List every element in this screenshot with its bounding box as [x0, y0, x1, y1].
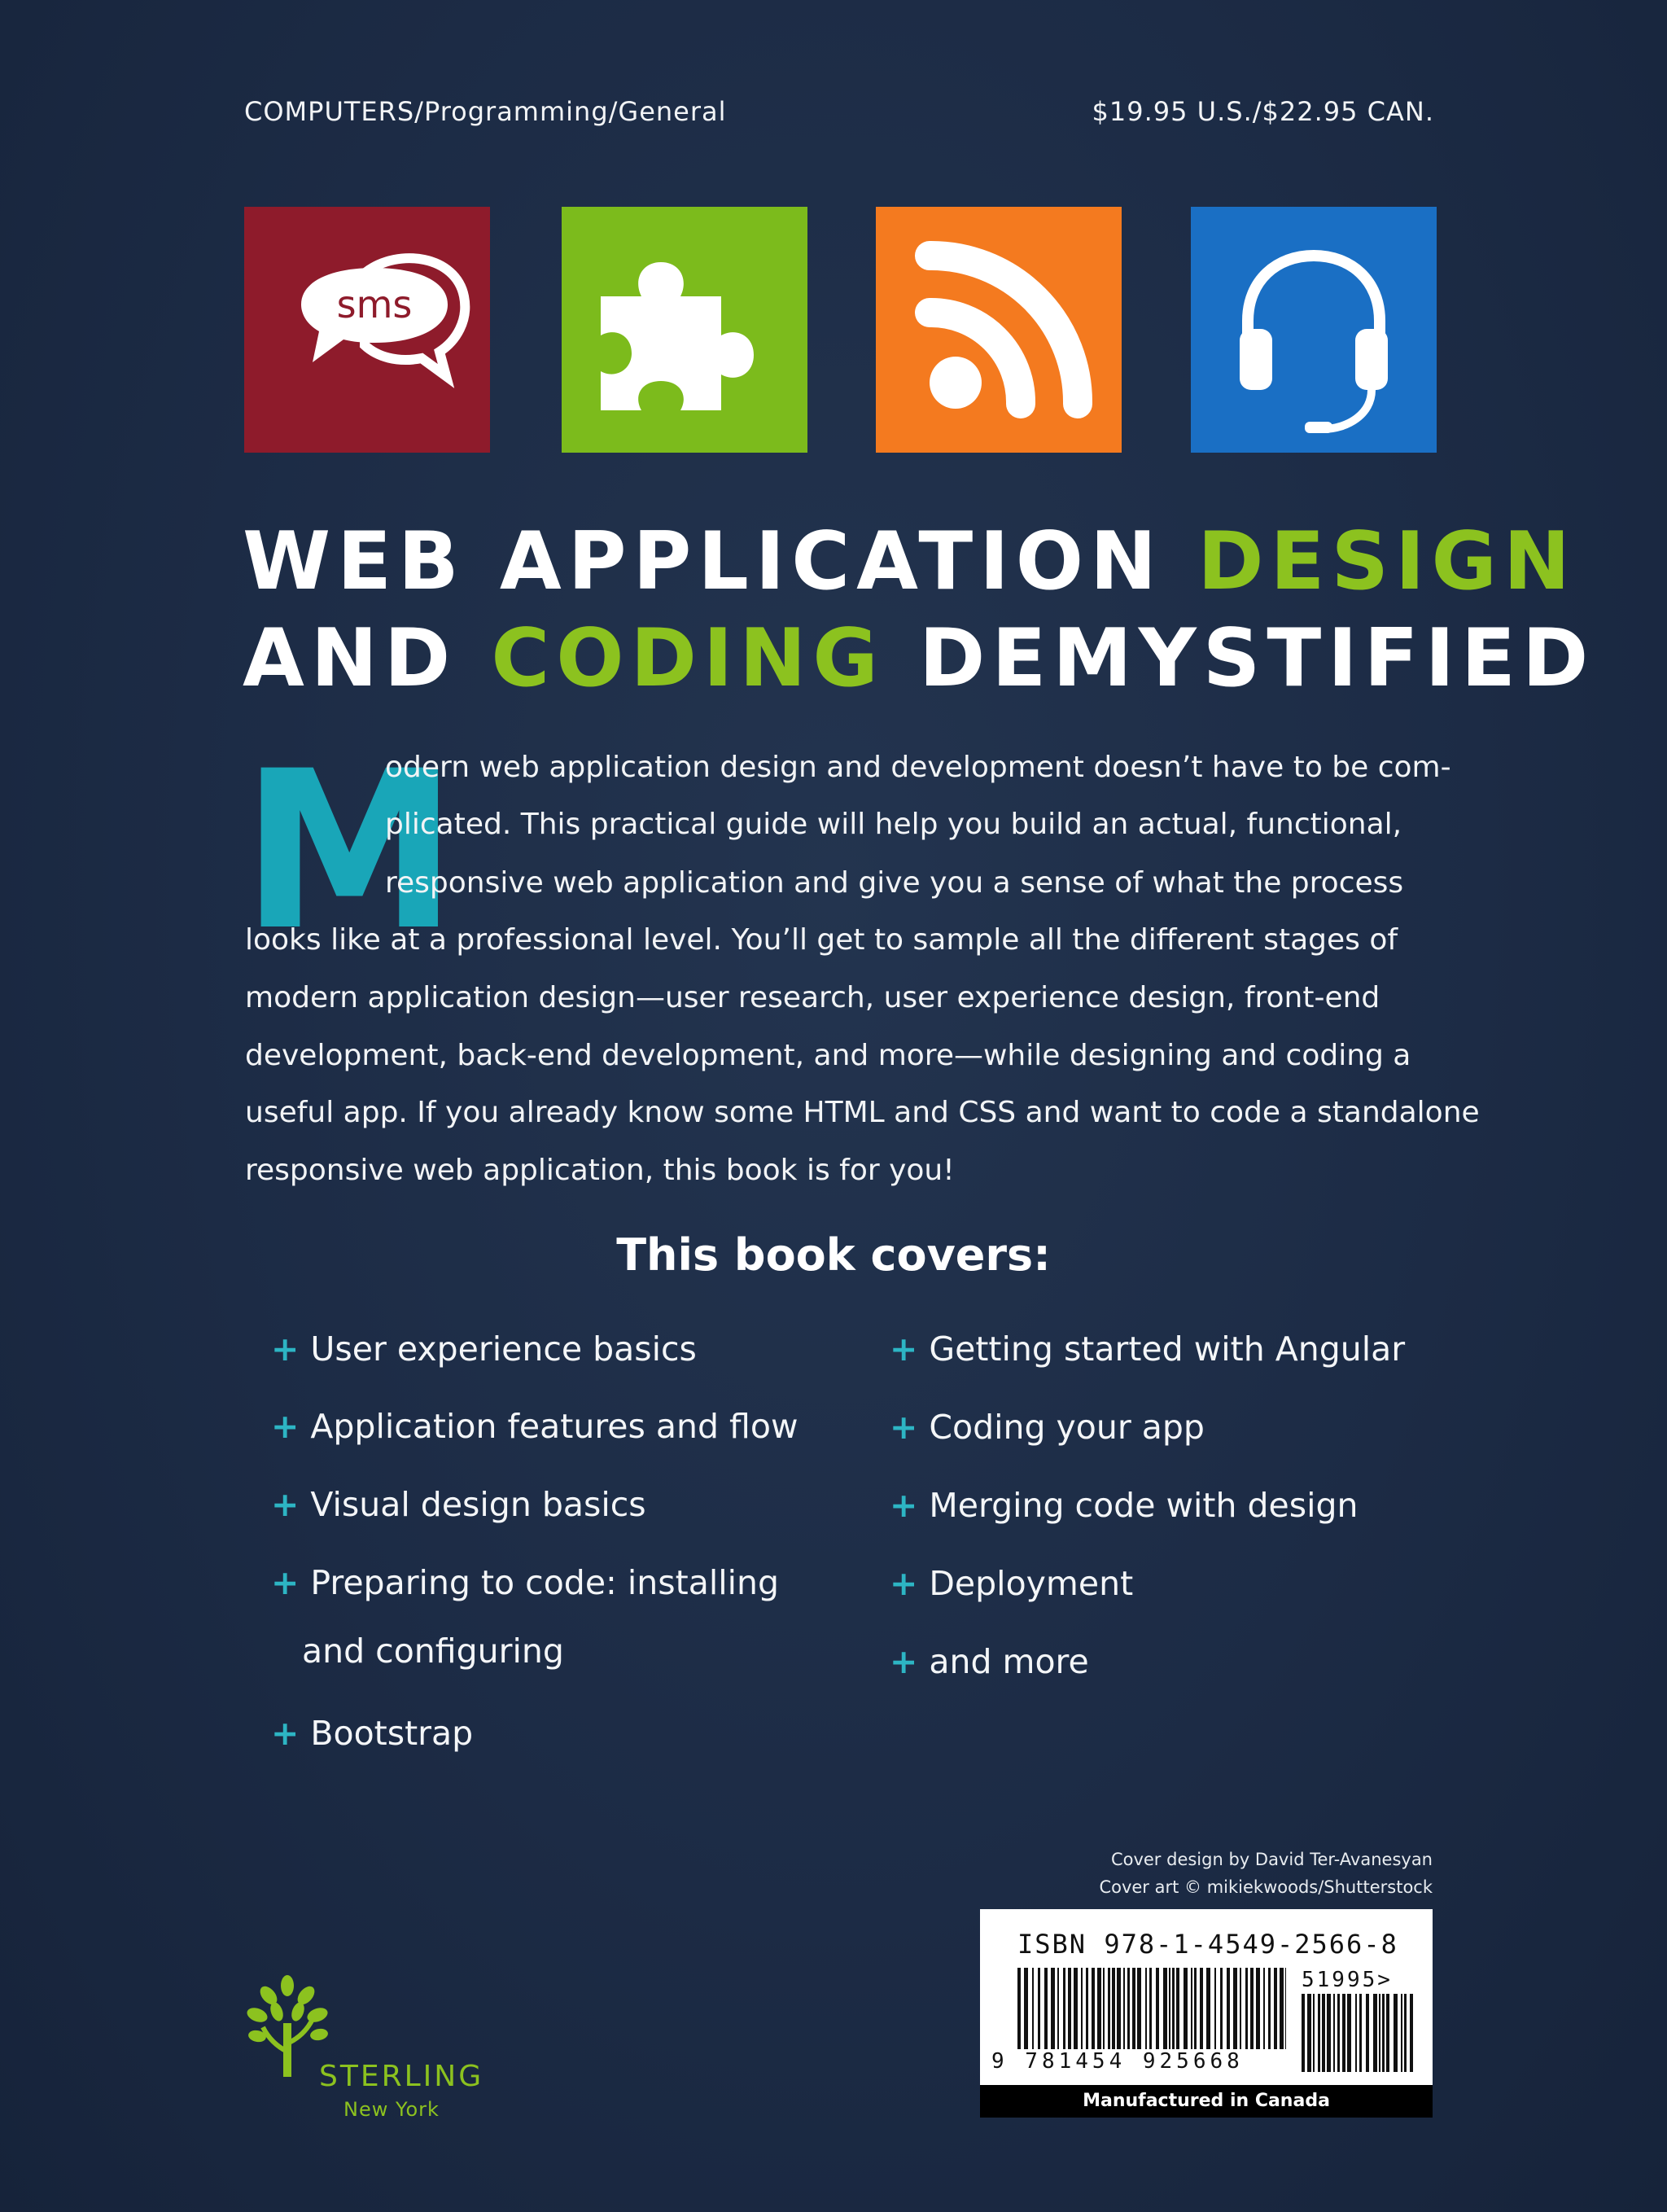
title-line-2 [243, 612, 1595, 705]
sms-label: sms [336, 283, 413, 326]
description-line: odern web application design and development doesn’t have to be com- [385, 751, 1451, 784]
price-code: 51995> [1302, 1968, 1393, 1992]
covers-item: + Coding your app [890, 1408, 1205, 1447]
barcode-digits: 9 781454 925668 [991, 2049, 1244, 2074]
plus-icon: + [271, 1407, 300, 1446]
cover-design-credit: Cover design by David Ter-Avanesyan [1110, 1850, 1433, 1869]
description-line: useful app. If you already know some HTML and CSS and want to code a standalone [245, 1096, 1480, 1129]
category-label: COMPUTERS/Programming/General [244, 96, 727, 127]
covers-item: + Visual design basics [271, 1485, 646, 1524]
drop-cap: M [241, 725, 458, 979]
covers-item: + Preparing to code: installing [271, 1563, 780, 1602]
publisher-logo [239, 1974, 500, 2121]
publisher-name: STERLING [319, 2060, 484, 2093]
headset-icon [1191, 207, 1437, 453]
price-label: $19.95 U.S./$22.95 CAN. [1092, 96, 1434, 127]
covers-item: + Getting started with Angular [890, 1329, 1406, 1369]
covers-item: + Application features and flow [271, 1407, 798, 1446]
title-white-1: WEB APPLICATION [243, 515, 1164, 608]
plus-icon: + [890, 1408, 918, 1447]
plus-icon: + [890, 1329, 918, 1369]
headset-tile [1191, 207, 1437, 453]
covers-item: + Bootstrap [271, 1714, 474, 1753]
puzzle-piece-icon [562, 207, 807, 453]
covers-item-continuation: and configuring [302, 1632, 564, 1671]
plus-icon: + [271, 1329, 300, 1369]
sms-chat-icon [244, 207, 490, 453]
description-line: responsive web application and give you a sense of what the process [385, 866, 1404, 900]
sms-tile [244, 207, 490, 453]
description-line: plicated. This practical guide will help you build an actual, functional, [385, 808, 1402, 841]
description-line: modern application design—user research, user experience design, front-end [245, 981, 1380, 1014]
plus-icon: + [271, 1563, 300, 1602]
covers-item: + and more [890, 1642, 1089, 1681]
title-green-1: DESIGN [1197, 515, 1577, 608]
isbn-text: ISBN 978-1-4549-2566-8 [1017, 1929, 1398, 1960]
description-line: responsive web application, this book is for you! [245, 1154, 955, 1187]
plus-icon: + [890, 1486, 918, 1525]
title-white-2b: DEMYSTIFIED [918, 612, 1595, 705]
barcode-bars [1017, 1968, 1286, 2049]
covers-item: + Merging code with design [890, 1486, 1359, 1525]
title-green-2: CODING [491, 612, 885, 705]
description-line: looks like at a professional level. You’ll get to sample all the different stages of [245, 923, 1398, 957]
title-white-2a: AND [243, 612, 457, 705]
publisher-city: New York [343, 2098, 440, 2121]
rss-feed-icon [876, 207, 1122, 453]
plus-icon: + [271, 1485, 300, 1524]
puzzle-tile [562, 207, 807, 453]
covers-heading: This book covers: [616, 1229, 1051, 1281]
barcode-panel [980, 1909, 1433, 2085]
covers-item: + User experience basics [271, 1329, 697, 1369]
description-line: development, back-end development, and more—while designing and coding a [245, 1039, 1411, 1072]
plus-icon: + [890, 1642, 918, 1681]
manufactured-label: Manufactured in Canada [980, 2085, 1433, 2118]
plus-icon: + [271, 1714, 300, 1753]
covers-item: + Deployment [890, 1564, 1134, 1603]
title-line-1 [243, 515, 1577, 608]
plus-icon: + [890, 1564, 918, 1603]
rss-tile [876, 207, 1122, 453]
price-barcode-bars [1302, 1994, 1415, 2072]
cover-art-credit: Cover art © mikiekwoods/Shutterstock [1099, 1877, 1433, 1897]
